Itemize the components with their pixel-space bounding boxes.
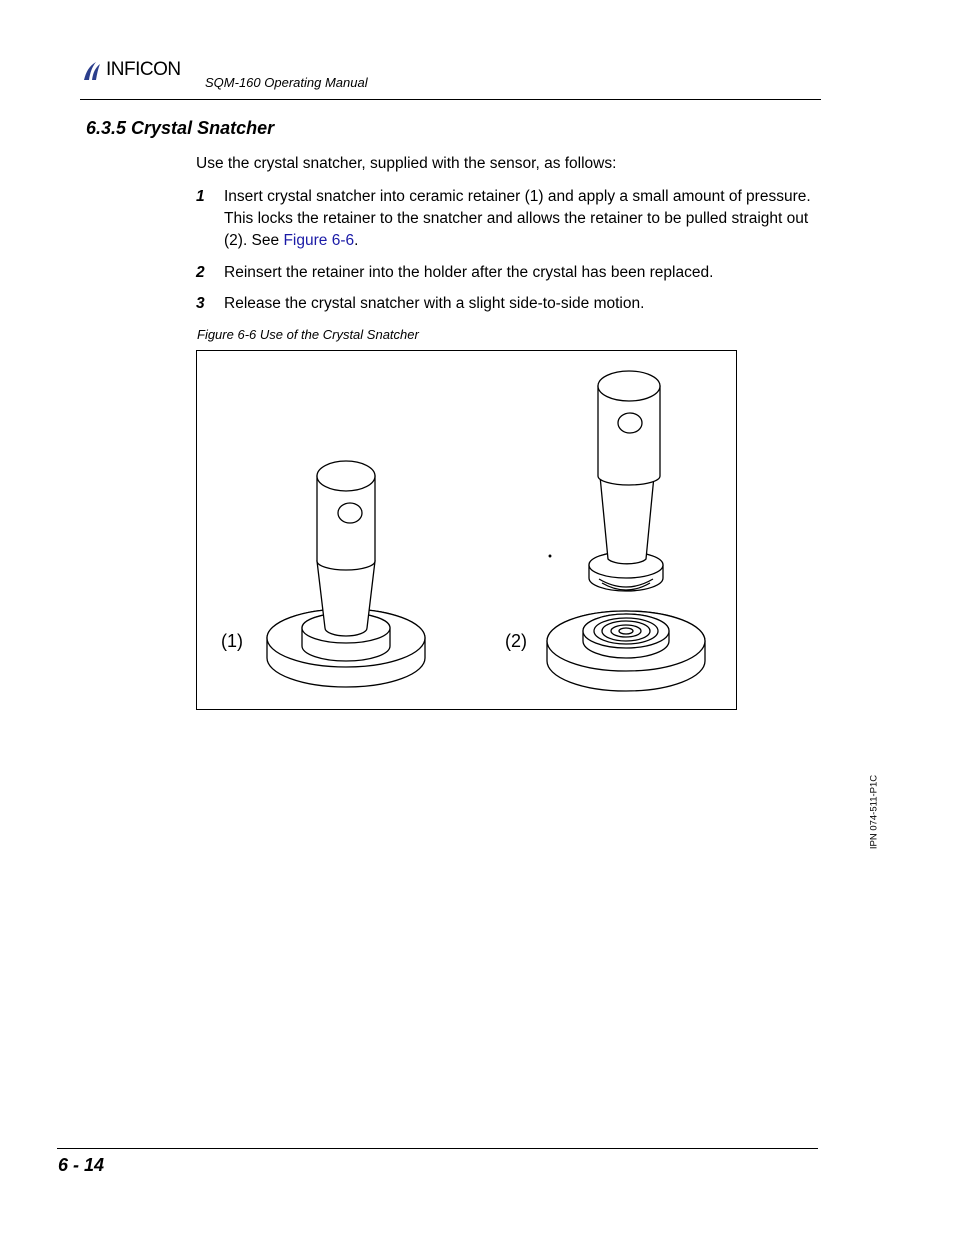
crystal-snatcher-illustration — [197, 351, 738, 711]
header-rule — [80, 99, 821, 100]
manual-title: SQM-160 Operating Manual — [205, 75, 368, 90]
step-text: Reinsert the retainer into the holder after the crystal has been replaced. — [224, 264, 714, 281]
inficon-swoosh-icon — [80, 58, 104, 82]
figure-label-1: (1) — [221, 631, 243, 651]
page-number: 6 - 14 — [58, 1155, 105, 1175]
section-heading: 6.3.5 Crystal Snatcher — [86, 118, 275, 138]
footer-rule — [57, 1148, 818, 1149]
figure-link[interactable]: Figure 6-6 — [283, 232, 355, 249]
intro-paragraph: Use the crystal snatcher, supplied with the sensor, as follows: — [196, 155, 617, 172]
step-1 — [196, 186, 816, 252]
step-text: Insert crystal snatcher into ceramic retainer (1) and apply a small amount of pressure. This locks the retainer to the snatcher and allows the retainer to be pulled straight out (2). See Figure 6-6. — [224, 188, 811, 249]
figure-caption: Figure 6-6 Use of the Crystal Snatcher — [197, 327, 419, 342]
step-number: 3 — [196, 295, 205, 312]
figure-label-2: (2) — [505, 631, 527, 651]
step-number: 1 — [196, 188, 205, 205]
step-3 — [196, 293, 816, 315]
step-text: Release the crystal snatcher with a slight side-to-side motion. — [224, 295, 645, 312]
step-number: 2 — [196, 264, 205, 281]
ipn-code: IPN 074-511-P1C — [868, 774, 880, 850]
logo-wordmark: INFICON — [106, 59, 181, 80]
step-2 — [196, 262, 816, 284]
crystal-snatcher-figure — [196, 350, 737, 710]
inficon-logo — [80, 58, 181, 82]
